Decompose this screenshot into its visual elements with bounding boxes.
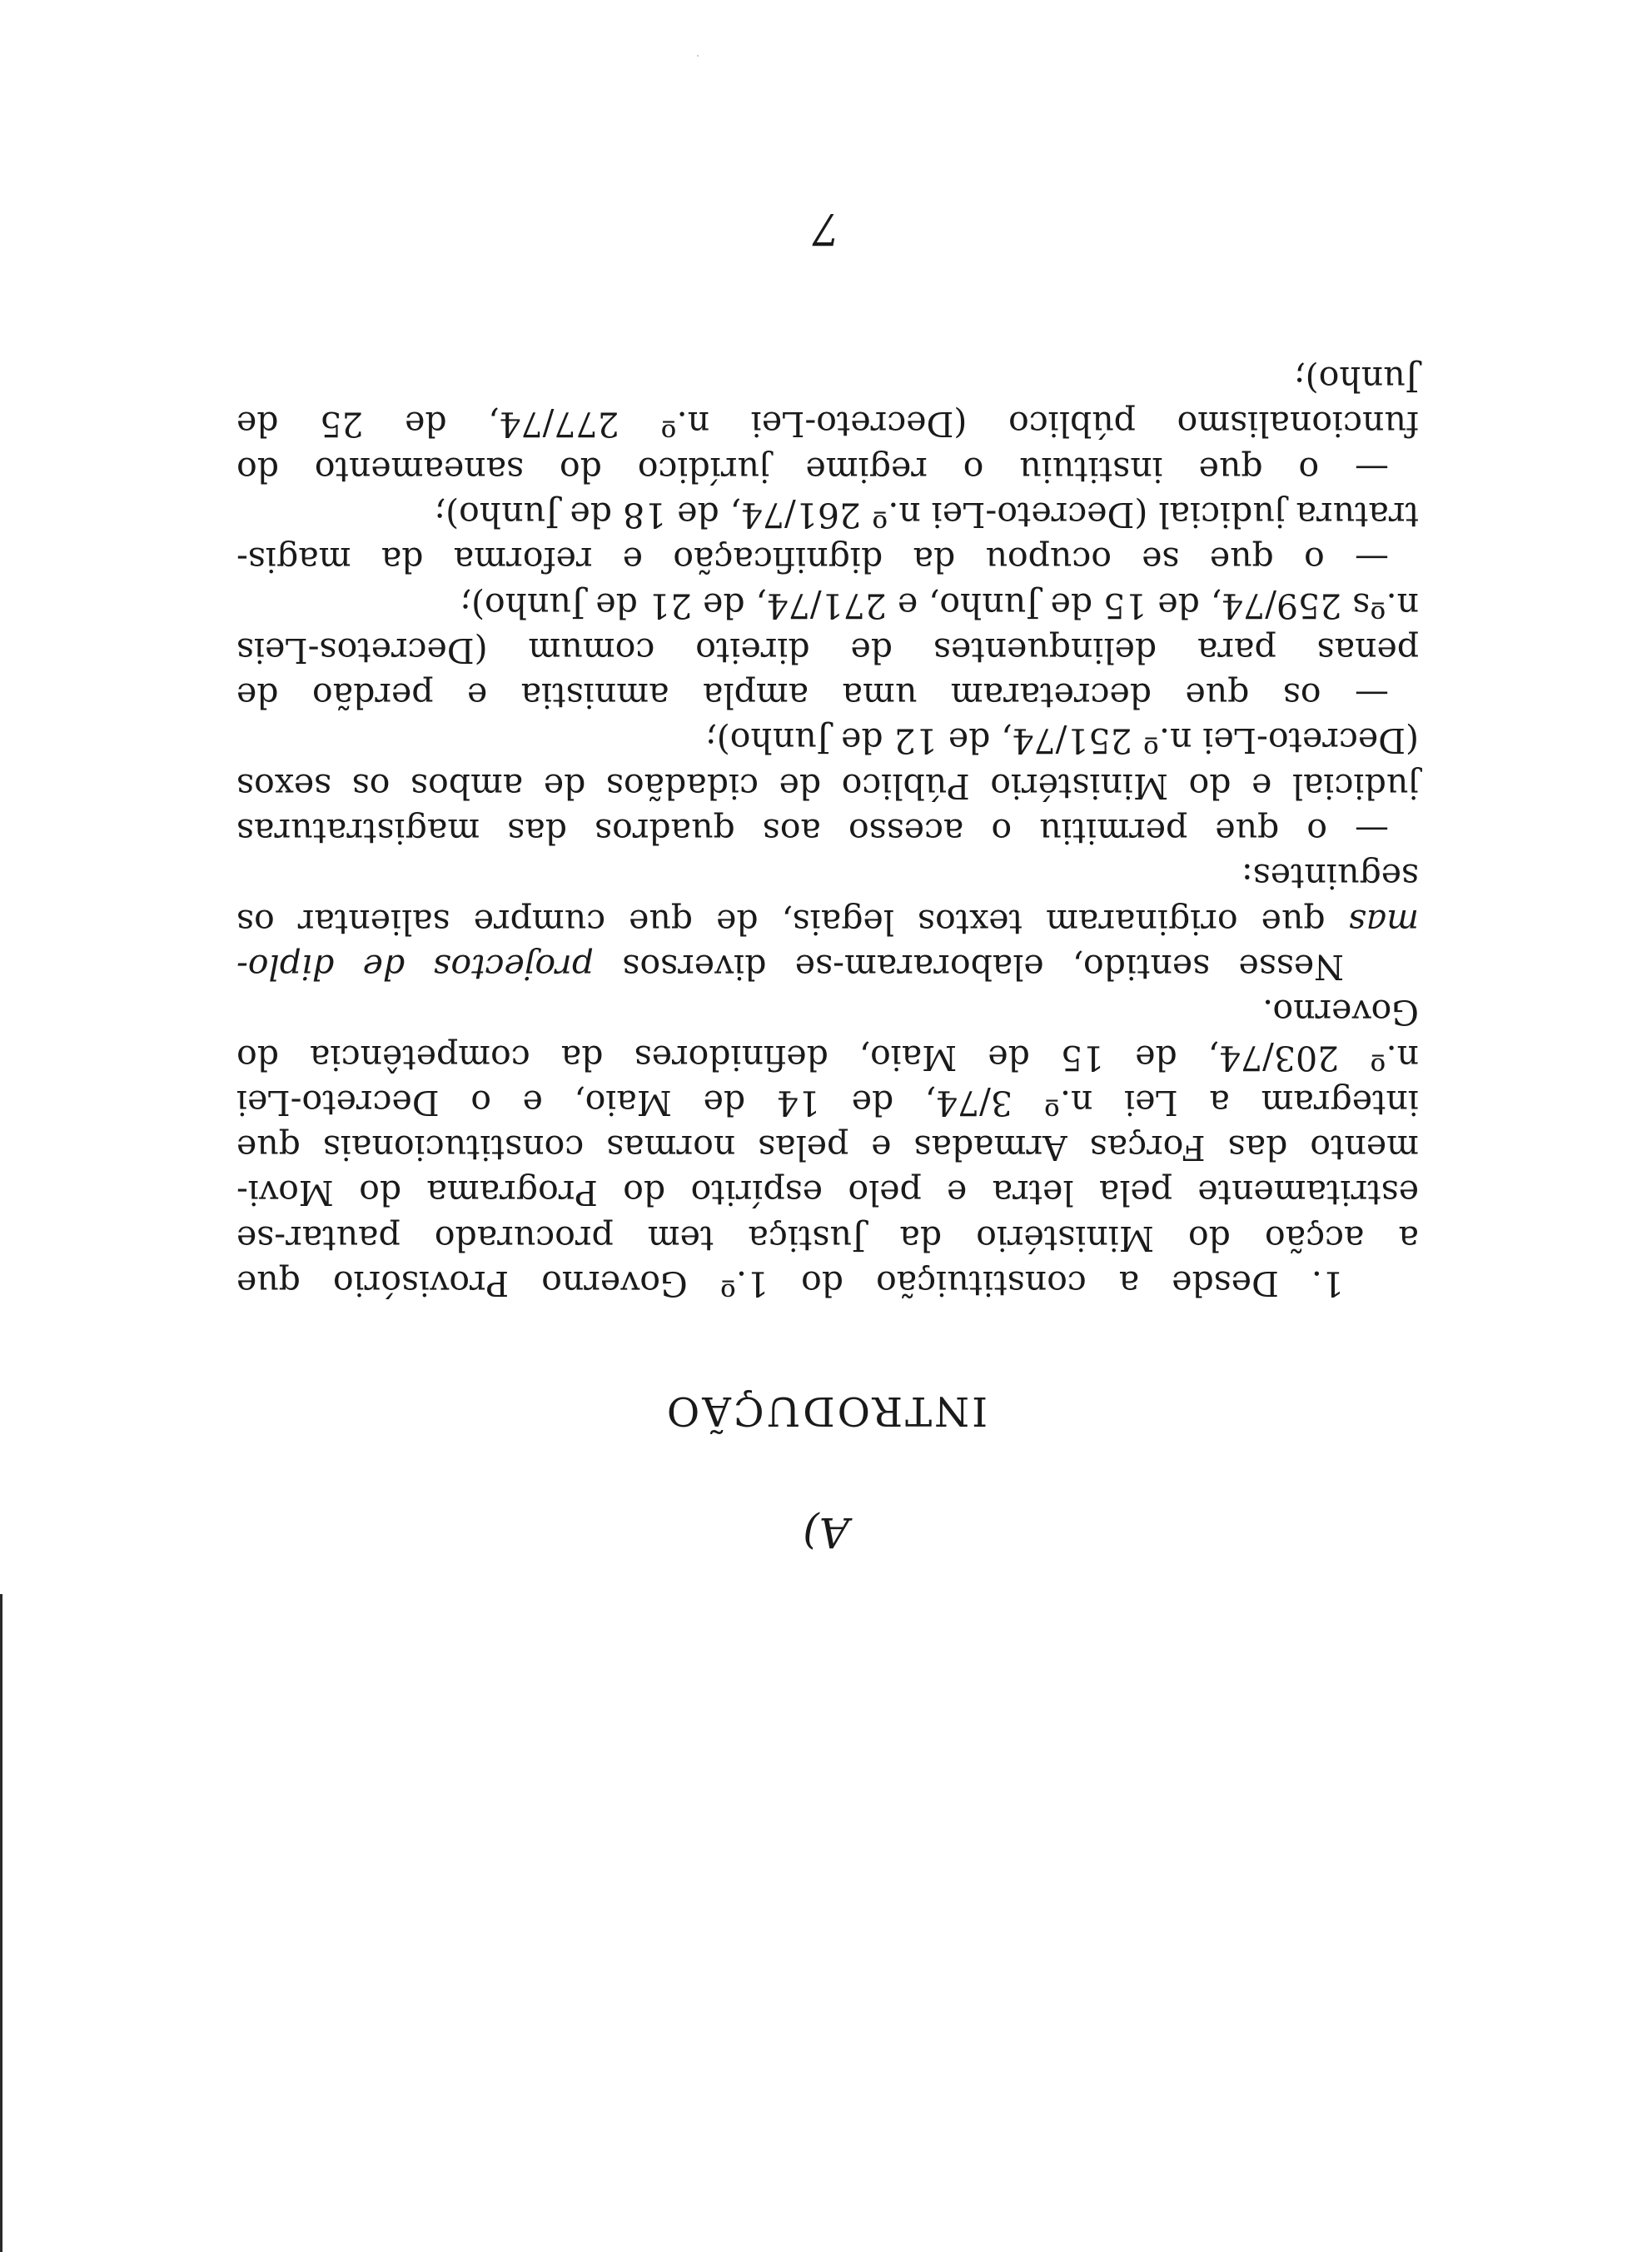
text-line: Junho); [1293,359,1419,400]
text-line: estritamente pela letra e pelo espírito do Programa do Movi- [236,1173,1419,1213]
list-item [236,492,1419,583]
text-line: — o que instituiu o regime jurídico do saneamento do [236,449,1389,490]
body-text [236,356,1419,1306]
scan-speck [697,55,699,57]
text-line: integram a Lei n.º 3/74, de 14 de Maio, e o Decreto-Lei [236,1082,1419,1123]
text-line [236,944,1344,989]
text-line: — o que se ocupou da dignificação e reforma da magis- [236,540,1389,580]
list-item [236,582,1419,718]
text-line: seguintes: [1241,856,1419,897]
text-line: penas para delinquentes de direito comum (Decretos-Leis [236,630,1419,670]
text-line: — os que decretaram uma ampla amnistia e perdão de [236,675,1389,716]
text-line: funcionalismo público (Decreto-Lei n.º 277/74, de 25 de [236,404,1419,445]
paragraph [236,989,1419,1306]
text-line: a acção do Ministério da Justiça tem procurado pautar-se [236,1218,1419,1258]
text-line: Governo. [1262,992,1419,1033]
page-number: 7 [812,203,840,253]
section-letter: A) [803,1508,849,1557]
text-line: mas que originaram textos legais, de que cumpre salientar os [236,901,1419,942]
text-line: (Decreto-Lei n.º 251/74, de 12 de Junho); [704,720,1419,761]
text-line: mento das Forças Armadas e pelas normas constitucionais que [236,1128,1419,1168]
list-item [236,718,1419,854]
scan-edge-shadow [0,1594,2,2252]
list-item [236,356,1419,492]
text-line: tratura judicial (Decreto-Lei n.º 261/74, de 18 de Junho); [434,494,1419,535]
text-line: 1. Desde a constituição do 1.º Governo Provisório que [236,1263,1344,1303]
text-line: n.º 203/74, de 15 de Maio, definidores da competência do [236,1037,1419,1078]
text-run: Nesse sentido, elaboraram-se diversos projectos de diplo- [236,946,1344,987]
paragraph [236,854,1419,989]
section-heading: INTRODUÇÃO [664,1388,988,1434]
text-line: n.ºs 259/74, de 15 de Junho, e 271/74, de 21 de Junho); [460,585,1419,625]
text-line: — o que permitiu o acesso aos quadros das magistraturas [236,811,1389,852]
text-line: judicial e do Ministério Público de cidadãos de ambos os sexos [236,765,1419,806]
